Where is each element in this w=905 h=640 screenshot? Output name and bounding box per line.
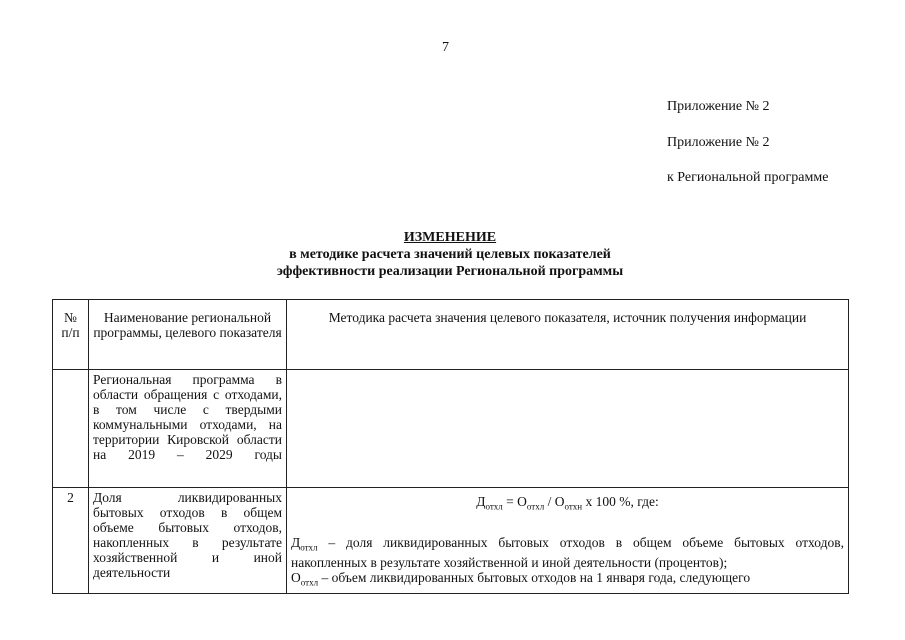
table-row xyxy=(53,370,849,488)
formula-divide: / xyxy=(544,494,555,509)
formula-numerator: О xyxy=(517,494,527,509)
title-subheading-2: эффективности реализации Региональной программы xyxy=(276,264,624,279)
title-subheading-1: в методике расчета значений целевых показателей xyxy=(289,247,611,262)
formula-denominator: О xyxy=(554,494,565,509)
definition-1-text: – доля ликвидированных бытовых отходов в общем объеме бытовых отходов, накопленных в результате хозяйственной и иной деятельности (процентов); xyxy=(291,534,844,571)
definition-2 xyxy=(291,570,844,591)
header-number: № п/п xyxy=(53,300,89,370)
definition-1-sub: отхл xyxy=(300,542,318,553)
indicators-table xyxy=(52,299,849,594)
row-indicator-name: Доля ликвидированных бытовых отходов в общем объеме бытовых отходов, накопленных в результате хозяйственной и иной деятельности xyxy=(89,488,287,594)
definition-2-text: – объем ликвидированных бытовых отходов на 1 января года, следующего xyxy=(318,570,751,586)
formula-lhs-sub: отхл xyxy=(485,501,503,512)
table-header-row xyxy=(53,300,849,370)
formula-equals: = xyxy=(502,494,518,509)
definition-1 xyxy=(291,535,844,571)
appendix-line-1: Приложение № 2 xyxy=(667,99,770,114)
appendix-line-2: Приложение № 2 xyxy=(667,135,770,150)
header-program-name: Наименование региональной программы, целевого показателя xyxy=(89,300,287,370)
calculation-formula xyxy=(291,494,844,515)
header-method: Методика расчета значения целевого показателя, источник получения информации xyxy=(287,300,849,370)
title-heading: ИЗМЕНЕНИЕ xyxy=(403,230,497,245)
row-method xyxy=(287,488,849,594)
formula-lhs: Д xyxy=(476,494,486,509)
row-number: 2 xyxy=(53,488,89,594)
definition-1-symbol: Д xyxy=(291,534,301,550)
row-program-name: Региональная программа в области обращения с отходами, в том числе с твердыми коммунальными отходами, на территории Кировской области на 2019 – 2029 годы xyxy=(89,370,287,488)
table-row xyxy=(53,488,849,594)
row-method xyxy=(287,370,849,488)
formula-denominator-sub: отхн xyxy=(564,501,583,512)
definition-2-sub: отхл xyxy=(300,578,319,589)
formula-numerator-sub: отхл xyxy=(526,501,545,512)
document-title xyxy=(220,229,680,280)
row-number xyxy=(53,370,89,488)
appendix-line-3: к Региональной программе xyxy=(667,170,829,185)
page-number: 7 xyxy=(442,40,449,55)
formula-tail: x 100 %, где: xyxy=(582,494,659,509)
definition-2-symbol: О xyxy=(291,570,301,586)
